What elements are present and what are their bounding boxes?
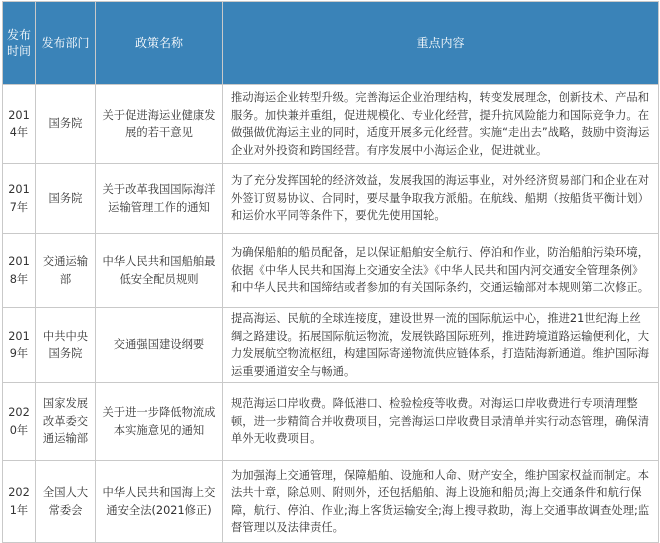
cell-content: 为了充分发挥国轮的经济效益，发展我国的海运事业，对外经济贸易部门和企业在对外签订贸易协议、合同时，要尽量争取我方派船。在航线、船期（按船货平衡计划）和运价水平同等条件下，要优先使用国轮。 (223, 164, 659, 234)
policy-table (2, 1, 659, 543)
cell-policy-name: 关于促进海运业健康发展的若干意见 (96, 85, 223, 164)
table-row (3, 461, 659, 543)
header-content: 重点内容 (223, 2, 659, 85)
table-row (3, 383, 659, 461)
cell-policy-name: 交通强国建设纲要 (96, 308, 223, 383)
table-header-row (3, 2, 659, 85)
cell-policy-name: 关于进一步降低物流成本实施意见的通知 (96, 383, 223, 461)
cell-policy-name: 关于改革我国国际海洋运输管理工作的通知 (96, 164, 223, 234)
cell-dept: 国务院 (36, 85, 96, 164)
cell-dept: 全国人大常委会 (36, 461, 96, 543)
table-row (3, 164, 659, 234)
table-row (3, 85, 659, 164)
cell-content: 为加强海上交通管理，保障船舶、设施和人命、财产安全，维护国家权益而制定。本法共十章，除总则、附则外，还包括船舶、海上设施和船员;海上交通条件和航行保障，航行、停泊、作业;海上客货运输安全;海上搜寻救助，海上交通事故调查处理;监督管理以及法律责任。 (223, 461, 659, 543)
cell-dept: 国务院 (36, 164, 96, 234)
header-dept: 发布部门 (36, 2, 96, 85)
cell-dept: 交通运输部 (36, 234, 96, 308)
cell-content: 规范海运口岸收费。降低港口、检验检疫等收费。对海运口岸收费进行专项清理整顿，进一步精简合并收费项目，完善海运口岸收费目录清单并实行动态管理，确保清单外无收费项目。 (223, 383, 659, 461)
cell-time: 2019年 (3, 308, 36, 383)
table-row (3, 308, 659, 383)
cell-dept: 中共中央 国务院 (36, 308, 96, 383)
cell-content: 提高海运、民航的全球连接度，建设世界一流的国际航运中心，推进21世纪海上丝绸之路建设。拓展国际航运物流，发展铁路国际班列，推进跨境道路运输便利化，大力发展航空物流枢纽，构建国际寄递物流供应链体系，打造陆海新通道。维护国际海运重要通道安全与畅通。 (223, 308, 659, 383)
cell-dept: 国家发展改革委交通运输部 (36, 383, 96, 461)
cell-time: 2014年 (3, 85, 36, 164)
cell-time: 2020年 (3, 383, 36, 461)
cell-content: 推动海运企业转型升级。完善海运企业治理结构，转变发展理念，创新技术、产品和服务。加快兼并重组，促进规模化、专业化经营，提升抗风险能力和国际竞争力。在做强做优海运主业的同时，适度开展多元化经营。实施“走出去”战略，鼓励中资海运企业对外投资和跨国经营。有序发展中小海运企业，促进就业。 (223, 85, 659, 164)
cell-policy-name: 中华人民共和国船舶最低安全配员规则 (96, 234, 223, 308)
header-name: 政策名称 (96, 2, 223, 85)
table-row (3, 234, 659, 308)
cell-time: 2021年 (3, 461, 36, 543)
cell-policy-name: 中华人民共和国海上交通安全法(2021修正) (96, 461, 223, 543)
header-time: 发布时间 (3, 2, 36, 85)
cell-content: 为确保船舶的船员配备，足以保证船舶安全航行、停泊和作业，防治船舶污染环境，依据《中华人民共和国海上交通安全法》《中华人民共和国内河交通安全管理条例》和中华人民共和国缔结或者参加的有关国际条约，交通运输部对本规则第二次修正。 (223, 234, 659, 308)
cell-time: 2017年 (3, 164, 36, 234)
cell-time: 2018年 (3, 234, 36, 308)
